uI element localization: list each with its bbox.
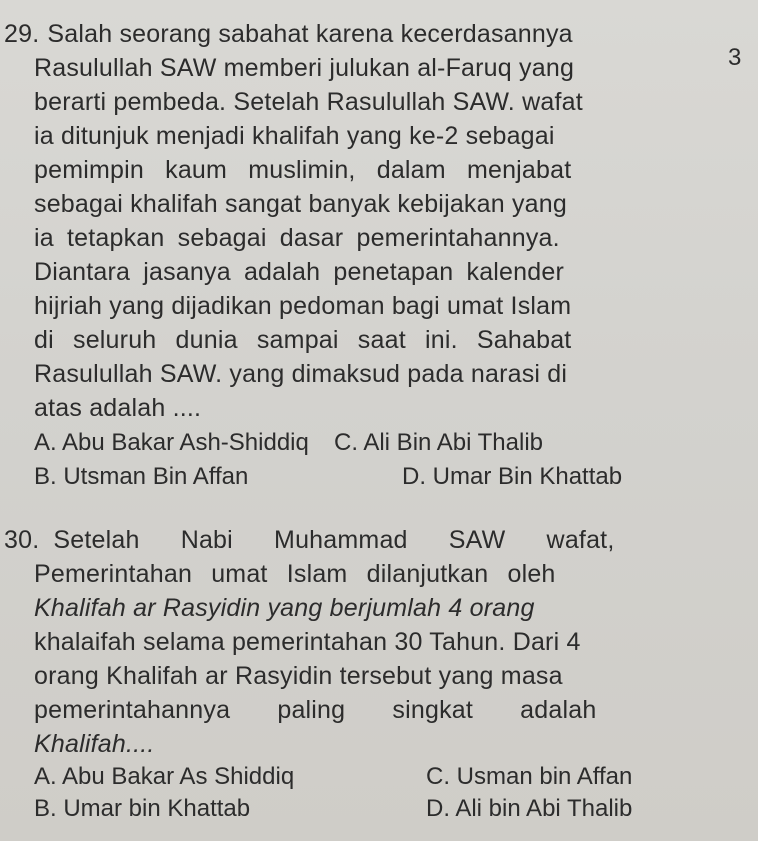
q29-text-line: Rasulullah SAW. yang dimaksud pada narasi di — [34, 360, 568, 388]
q29-option-b[interactable]: B. Utsman Bin Affan — [34, 463, 249, 490]
q30-text-line: Khalifah.... — [34, 730, 155, 758]
margin-number: 3 — [728, 44, 742, 71]
q29-text-line: hijriah yang dijadikan pedoman bagi umat Islam — [34, 292, 572, 320]
q29-text-line: di seluruh dunia sampai saat ini. Sahabat — [34, 326, 572, 354]
q29-text-line: Salah seorang sabahat karena kecerdasannya — [47, 20, 573, 48]
q30-option-c[interactable]: C. Usman bin Affan — [426, 763, 633, 790]
q30-number: 30. — [4, 526, 40, 554]
q30-option-b[interactable]: B. Umar bin Khattab — [34, 795, 251, 822]
q30-line-1 — [4, 524, 746, 556]
q30-option-a[interactable]: A. Abu Bakar As Shiddiq — [34, 763, 295, 790]
q29-text-line: ia ditunjuk menjadi khalifah yang ke-2 sebagai — [34, 122, 555, 150]
q29-text-line: atas adalah .... — [34, 394, 202, 422]
q29-text-line: sebagai khalifah sangat banyak kebijakan yang — [34, 190, 567, 218]
q30-text-line: khalaifah selama pemerintahan 30 Tahun. Dari 4 — [34, 628, 581, 656]
q29-option-a[interactable]: A. Abu Bakar Ash-Shiddiq — [34, 429, 309, 456]
q30-text-line: orang Khalifah ar Rasyidin tersebut yang masa — [34, 662, 563, 690]
q29-text-line: Diantara jasanya adalah penetapan kalender — [34, 258, 564, 286]
q29-option-d[interactable]: D. Umar Bin Khattab — [402, 463, 623, 490]
q30-text-line: Setelah Nabi Muhammad SAW wafat, — [53, 526, 615, 554]
q29-text-line: ia tetapkan sebagai dasar pemerintahannya. — [34, 224, 560, 252]
q29-text-line: Rasulullah SAW memberi julukan al-Faruq yang — [34, 54, 575, 82]
q30-text-line: Khalifah ar Rasyidin yang berjumlah 4 orang — [34, 594, 535, 622]
q29-number: 29. — [4, 20, 40, 48]
q30-text-line: pemerintahannya paling singkat adalah — [34, 696, 597, 724]
q29-line-1 — [4, 18, 680, 50]
q30-option-d[interactable]: D. Ali bin Abi Thalib — [426, 795, 633, 822]
q29-text-line: berarti pembeda. Setelah Rasulullah SAW. wafat — [34, 88, 583, 116]
q29-text-line: pemimpin kaum muslimin, dalam menjabat — [34, 156, 572, 184]
q29-option-c[interactable]: C. Ali Bin Abi Thalib — [334, 429, 544, 456]
q30-text-line: Pemerintahan umat Islam dilanjutkan oleh — [34, 560, 556, 588]
